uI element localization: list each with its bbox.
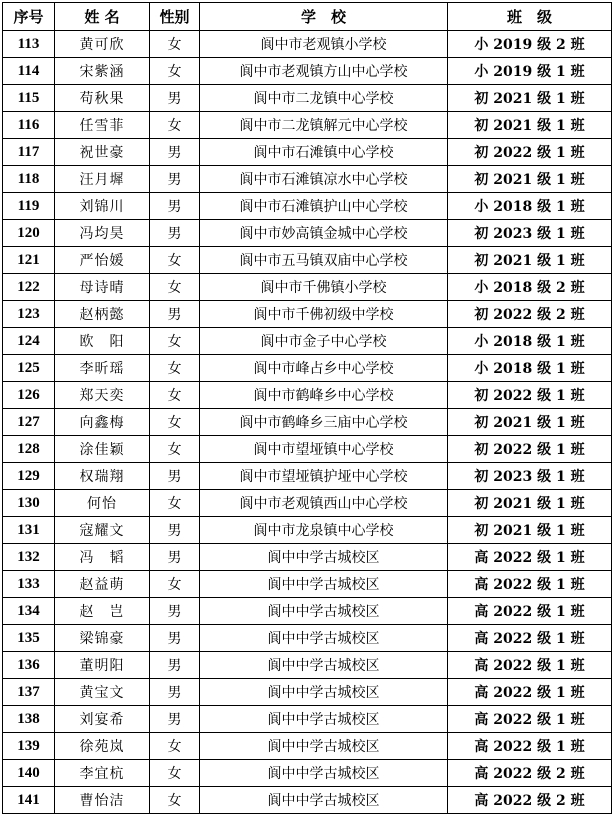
class: 小 2019 级 1 班 <box>448 58 612 85</box>
school: 阆中中学古城校区 <box>200 652 448 679</box>
row-index: 126 <box>3 382 55 409</box>
header-index: 序号 <box>3 3 55 31</box>
school: 阆中市金子中心学校 <box>200 328 448 355</box>
row-index: 113 <box>3 31 55 58</box>
gender: 女 <box>150 490 200 517</box>
class: 高 2022 级 2 班 <box>448 760 612 787</box>
row-index: 125 <box>3 355 55 382</box>
student-name: 权瑞翔 <box>55 463 150 490</box>
student-name: 黄宝文 <box>55 679 150 706</box>
student-name: 董明阳 <box>55 652 150 679</box>
row-index: 139 <box>3 733 55 760</box>
school: 阆中市老观镇方山中心学校 <box>200 58 448 85</box>
class: 初 2021 级 1 班 <box>448 490 612 517</box>
row-index: 117 <box>3 139 55 166</box>
gender: 男 <box>150 517 200 544</box>
gender: 男 <box>150 706 200 733</box>
gender: 女 <box>150 274 200 301</box>
table-row <box>3 517 612 544</box>
class: 初 2021 级 1 班 <box>448 112 612 139</box>
table-row <box>3 625 612 652</box>
school: 阆中市千佛初级中学校 <box>200 301 448 328</box>
student-name: 刘宴希 <box>55 706 150 733</box>
gender: 女 <box>150 355 200 382</box>
class: 初 2022 级 2 班 <box>448 301 612 328</box>
class: 高 2022 级 1 班 <box>448 571 612 598</box>
table-row <box>3 166 612 193</box>
student-name: 冯 韬 <box>55 544 150 571</box>
class: 小 2018 级 1 班 <box>448 193 612 220</box>
school: 阆中市五马镇双庙中心学校 <box>200 247 448 274</box>
table-row <box>3 544 612 571</box>
student-name: 宋紫涵 <box>55 58 150 85</box>
school: 阆中中学古城校区 <box>200 598 448 625</box>
row-index: 121 <box>3 247 55 274</box>
table-row <box>3 85 612 112</box>
row-index: 127 <box>3 409 55 436</box>
school: 阆中市老观镇西山中心学校 <box>200 490 448 517</box>
table-row <box>3 490 612 517</box>
gender: 女 <box>150 787 200 814</box>
gender: 男 <box>150 220 200 247</box>
school: 阆中中学古城校区 <box>200 571 448 598</box>
class: 小 2018 级 1 班 <box>448 328 612 355</box>
student-name: 寇耀文 <box>55 517 150 544</box>
header-gender: 性别 <box>150 3 200 31</box>
school: 阆中市石滩镇凉水中心学校 <box>200 166 448 193</box>
class: 高 2022 级 1 班 <box>448 652 612 679</box>
gender: 男 <box>150 652 200 679</box>
class: 初 2022 级 1 班 <box>448 382 612 409</box>
school: 阆中市望垭镇护垭中心学校 <box>200 463 448 490</box>
table-row <box>3 274 612 301</box>
class: 小 2018 级 2 班 <box>448 274 612 301</box>
class: 初 2023 级 1 班 <box>448 220 612 247</box>
table-row <box>3 355 612 382</box>
header-name: 姓 名 <box>55 3 150 31</box>
table-row <box>3 247 612 274</box>
school: 阆中市鹤峰乡三庙中心学校 <box>200 409 448 436</box>
school: 阆中中学古城校区 <box>200 544 448 571</box>
student-name: 曹怡洁 <box>55 787 150 814</box>
table-row <box>3 463 612 490</box>
class: 高 2022 级 1 班 <box>448 544 612 571</box>
student-name: 严怡媛 <box>55 247 150 274</box>
student-name: 梁锦豪 <box>55 625 150 652</box>
student-name: 苟秋果 <box>55 85 150 112</box>
gender: 女 <box>150 247 200 274</box>
school: 阆中市龙泉镇中心学校 <box>200 517 448 544</box>
student-name: 祝世豪 <box>55 139 150 166</box>
header-class: 班 级 <box>448 3 612 31</box>
class: 初 2023 级 1 班 <box>448 463 612 490</box>
gender: 女 <box>150 409 200 436</box>
table-row <box>3 706 612 733</box>
table-row <box>3 733 612 760</box>
gender: 女 <box>150 31 200 58</box>
row-index: 122 <box>3 274 55 301</box>
class: 高 2022 级 1 班 <box>448 679 612 706</box>
table-row <box>3 787 612 814</box>
student-name: 母诗晴 <box>55 274 150 301</box>
table-row <box>3 31 612 58</box>
class: 初 2022 级 1 班 <box>448 436 612 463</box>
row-index: 118 <box>3 166 55 193</box>
gender: 女 <box>150 733 200 760</box>
class: 小 2019 级 2 班 <box>448 31 612 58</box>
student-name: 李昕瑶 <box>55 355 150 382</box>
class: 初 2021 级 1 班 <box>448 409 612 436</box>
school: 阆中中学古城校区 <box>200 733 448 760</box>
student-name: 赵益萌 <box>55 571 150 598</box>
gender: 女 <box>150 436 200 463</box>
row-index: 131 <box>3 517 55 544</box>
class: 初 2021 级 1 班 <box>448 85 612 112</box>
class: 初 2021 级 1 班 <box>448 247 612 274</box>
school: 阆中市望垭镇中心学校 <box>200 436 448 463</box>
row-index: 132 <box>3 544 55 571</box>
student-name: 徐苑岚 <box>55 733 150 760</box>
row-index: 123 <box>3 301 55 328</box>
class: 高 2022 级 1 班 <box>448 625 612 652</box>
student-name: 黄可欣 <box>55 31 150 58</box>
gender: 女 <box>150 328 200 355</box>
student-name: 刘锦川 <box>55 193 150 220</box>
gender: 男 <box>150 544 200 571</box>
gender: 男 <box>150 193 200 220</box>
row-index: 134 <box>3 598 55 625</box>
gender: 男 <box>150 463 200 490</box>
student-name: 何怡 <box>55 490 150 517</box>
student-name: 汪月墀 <box>55 166 150 193</box>
school: 阆中中学古城校区 <box>200 706 448 733</box>
gender: 女 <box>150 571 200 598</box>
table-row <box>3 436 612 463</box>
gender: 女 <box>150 382 200 409</box>
table-row <box>3 652 612 679</box>
gender: 女 <box>150 112 200 139</box>
row-index: 115 <box>3 85 55 112</box>
gender: 女 <box>150 760 200 787</box>
class: 高 2022 级 1 班 <box>448 598 612 625</box>
student-name: 涂佳颖 <box>55 436 150 463</box>
school: 阆中市二龙镇解元中心学校 <box>200 112 448 139</box>
table-row <box>3 58 612 85</box>
student-name: 赵 岂 <box>55 598 150 625</box>
gender: 男 <box>150 166 200 193</box>
row-index: 141 <box>3 787 55 814</box>
school: 阆中市千佛镇小学校 <box>200 274 448 301</box>
table-row <box>3 598 612 625</box>
student-name: 郑天奕 <box>55 382 150 409</box>
row-index: 124 <box>3 328 55 355</box>
row-index: 140 <box>3 760 55 787</box>
row-index: 137 <box>3 679 55 706</box>
school: 阆中中学古城校区 <box>200 760 448 787</box>
student-name: 冯均昊 <box>55 220 150 247</box>
gender: 男 <box>150 598 200 625</box>
row-index: 129 <box>3 463 55 490</box>
row-index: 114 <box>3 58 55 85</box>
class: 高 2022 级 2 班 <box>448 787 612 814</box>
student-table <box>2 2 612 814</box>
table-row <box>3 382 612 409</box>
gender: 男 <box>150 301 200 328</box>
school: 阆中中学古城校区 <box>200 679 448 706</box>
school: 阆中市石滩镇护山中心学校 <box>200 193 448 220</box>
table-row <box>3 193 612 220</box>
school: 阆中市妙高镇金城中心学校 <box>200 220 448 247</box>
header-school: 学 校 <box>200 3 448 31</box>
school: 阆中市二龙镇中心学校 <box>200 85 448 112</box>
table-row <box>3 679 612 706</box>
student-name: 向鑫梅 <box>55 409 150 436</box>
student-name: 李宜杭 <box>55 760 150 787</box>
school: 阆中市老观镇小学校 <box>200 31 448 58</box>
school: 阆中市鹤峰乡中心学校 <box>200 382 448 409</box>
table-row <box>3 409 612 436</box>
row-index: 120 <box>3 220 55 247</box>
class: 高 2022 级 1 班 <box>448 706 612 733</box>
school: 阆中中学古城校区 <box>200 625 448 652</box>
table-row <box>3 220 612 247</box>
gender: 男 <box>150 679 200 706</box>
header-row <box>3 3 612 31</box>
table-row <box>3 571 612 598</box>
table-row <box>3 301 612 328</box>
class: 初 2021 级 1 班 <box>448 166 612 193</box>
school: 阆中中学古城校区 <box>200 787 448 814</box>
class: 初 2022 级 1 班 <box>448 139 612 166</box>
student-name: 任雪菲 <box>55 112 150 139</box>
gender: 男 <box>150 139 200 166</box>
class: 初 2021 级 1 班 <box>448 517 612 544</box>
table-row <box>3 760 612 787</box>
row-index: 135 <box>3 625 55 652</box>
row-index: 136 <box>3 652 55 679</box>
row-index: 116 <box>3 112 55 139</box>
class: 高 2022 级 1 班 <box>448 733 612 760</box>
class: 小 2018 级 1 班 <box>448 355 612 382</box>
student-name: 欧 阳 <box>55 328 150 355</box>
table-row <box>3 328 612 355</box>
row-index: 119 <box>3 193 55 220</box>
school: 阆中市峰占乡中心学校 <box>200 355 448 382</box>
table-body <box>3 31 612 814</box>
gender: 男 <box>150 85 200 112</box>
school: 阆中市石滩镇中心学校 <box>200 139 448 166</box>
student-name: 赵柄懿 <box>55 301 150 328</box>
gender: 男 <box>150 625 200 652</box>
table-row <box>3 139 612 166</box>
row-index: 133 <box>3 571 55 598</box>
row-index: 128 <box>3 436 55 463</box>
row-index: 130 <box>3 490 55 517</box>
row-index: 138 <box>3 706 55 733</box>
table-row <box>3 112 612 139</box>
gender: 女 <box>150 58 200 85</box>
